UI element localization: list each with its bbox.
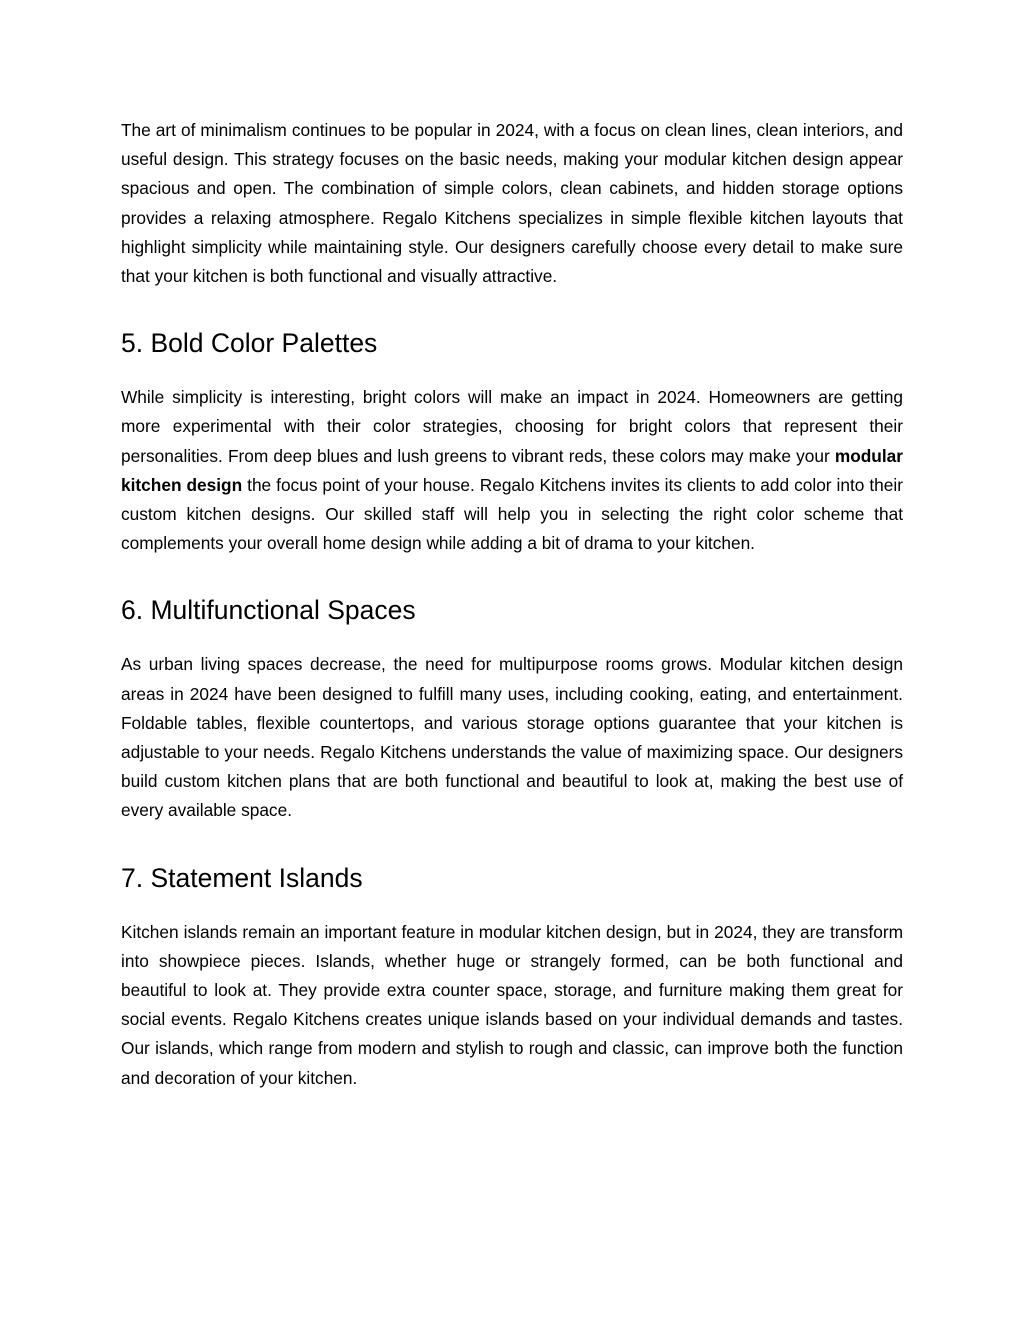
heading-bold-color-palettes: 5. Bold Color Palettes <box>121 328 378 359</box>
paragraph-multifunctional-spaces: As urban living spaces decrease, the need for multipurpose rooms grows. Modular kitchen design areas in 2024 have been designed to fulfill many uses, including cooking, eating, and entertainment. Foldable tables, flexible countertops, and various storage options guarantee that your kitchen is adjustable to your needs. Regalo Kitchens understands the value of maximizing space. Our designers build custom kitchen plans that are both functional and beautiful to look at, making the best use of every available space. <box>121 654 903 821</box>
spacer <box>121 626 903 650</box>
spacer <box>121 291 903 327</box>
bold-keyword: modular kitchen design <box>121 445 903 495</box>
spacer <box>121 359 903 383</box>
paragraph-bold-color-palettes <box>121 383 903 558</box>
spacer <box>121 558 903 594</box>
paragraph-text: While simplicity is interesting, bright colors will make an impact in 2024. Homeowners are getting more experimental with their color strategies, choosing for bright colors that represent their personalities. From deep blues and lush greens to vibrant reds, these colors may make your <box>121 387 903 466</box>
paragraph-statement-islands: Kitchen islands remain an important feature in modular kitchen design, but in 2024, they are transform into showpiece pieces. Islands, whether huge or strangely formed, can be both functional and beautiful to look at. They provide extra counter space, storage, and furniture making them great for social events. Regalo Kitchens creates unique islands based on your individual demands and tastes. Our islands, which range from modern and stylish to rough and classic, can improve both the function and decoration of your kitchen. <box>121 921 903 1088</box>
spacer <box>121 826 903 862</box>
spacer <box>121 894 903 918</box>
paragraph-minimalism: The art of minimalism continues to be popular in 2024, with a focus on clean lines, clean interiors, and useful design. This strategy focuses on the basic needs, making your modular kitchen design appear spacious and open. The combination of simple colors, clean cabinets, and hidden storage options provides a relaxing atmosphere. Regalo Kitchens specializes in simple flexible kitchen layouts that highlight simplicity while maintaining style. Our designers carefully choose every detail to make sure that your kitchen is both functional and visually attractive. <box>121 120 903 287</box>
paragraph-text: the focus point of your house. Regalo Kitchens invites its clients to add color into their custom kitchen designs. Our skilled staff will help you in selecting the right color scheme that complements your overall home design while adding a bit of drama to your kitchen. <box>121 474 903 554</box>
heading-statement-islands: 7. Statement Islands <box>121 862 363 893</box>
heading-multifunctional-spaces: 6. Multifunctional Spaces <box>121 595 416 626</box>
